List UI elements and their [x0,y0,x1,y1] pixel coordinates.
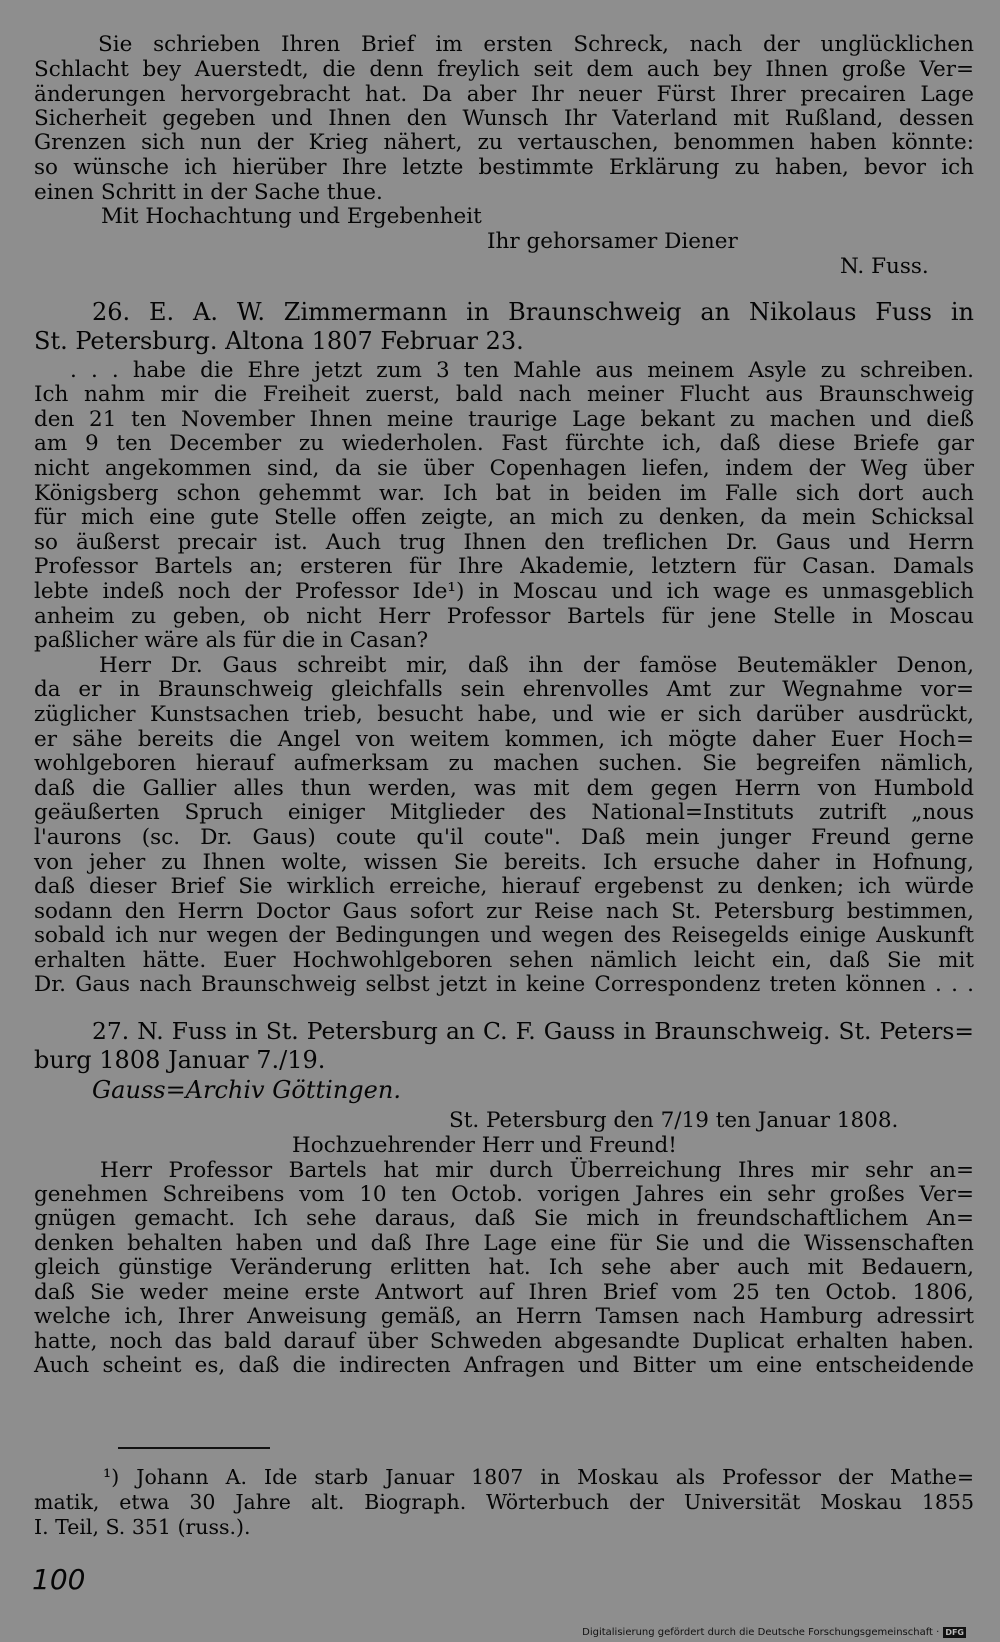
archive-source: Gauss=Archiv Göttingen. [92,1076,401,1104]
text-line: Herr Dr. Gaus schreibt mir, daß ihn der famöse Beutemäkler Denon, [99,653,974,678]
closing-line: Mit Hochachtung und Ergebenheit [101,204,482,229]
text-line: er sähe bereits die Angel von weitem kommen, ich mögte daher Euer Hoch= [34,727,974,752]
text-line: Auch scheint es, daß die indirecten Anfragen und Bitter um eine entscheidende [34,1353,974,1378]
footnote-line: ¹) Johann A. Ide starb Januar 1807 in Moskau als Professor der Mathe= [103,1465,974,1489]
text-line: l'aurons (sc. Dr. Gaus) coute qu'il coute". Daß mein junger Freund gerne [34,825,974,850]
text-line: von jeher zu Ihnen wolte, wissen Sie bereits. Ich ersuche daher in Hofnung, [34,850,974,875]
text-line: sodann den Herrn Doctor Gaus sofort zur Reise nach St. Petersburg bestimmen, [34,899,974,924]
text-line: Dr. Gaus nach Braunschweig selbst jetzt in keine Correspondenz treten können . . . [34,972,974,997]
text-line: erhalten hätte. Euer Hochwohlgeboren sehen nämlich leicht ein, daß Sie mit [34,948,974,973]
text-line: paßlicher wäre als für die in Casan? [34,628,429,653]
text-line: Herr Professor Bartels hat mir durch Überreichung Ihres mir sehr an= [100,1158,974,1183]
text-line: da er in Braunschweig gleichfalls sein ehrenvolles Amt zur Wegnahme vor= [34,677,974,702]
text-line: Ich nahm mir die Freiheit zuerst, bald nach meiner Flucht aus Braunschweig [34,382,974,407]
text-line: Königsberg schon gehemmt war. Ich bat in beiden im Falle sich dort auch [34,481,974,506]
salutation: Hochzuehrender Herr und Freund! [292,1133,677,1158]
text-line: änderungen hervorgebracht hat. Da aber Ihr neuer Fürst Ihrer precairen Lage [34,82,974,107]
text-line: gnügen gemacht. Ich sehe daraus, daß Sie mich in freundschaftlichem An= [34,1206,974,1231]
signature: N. Fuss. [840,254,929,279]
text-line: daß die Gallier alles thun werden, was mit dem gegen Herrn von Humbold [34,776,974,801]
text-line: geäußerten Spruch einiger Mitglieder des National=Instituts zutrift „nous [34,800,974,825]
text-line: lebte indeß noch der Professor Ide¹) in Moscau und ich wage es unmasgeblich [34,579,974,604]
letter-heading: 27. N. Fuss in St. Petersburg an C. F. Gauss in Braunschweig. St. Peters= [92,1017,974,1045]
text-line: züglicher Kunstsachen trieb, besucht habe, und wie er sich darüber ausdrückt, [34,702,974,727]
text-line: . . . habe die Ehre jetzt zum 3 ten Mahle aus meinem Asyle zu schreiben. [70,358,974,383]
text-line: genehmen Schreibens vom 10 ten Octob. vorigen Jahres ein sehr großes Ver= [34,1182,974,1207]
digitization-credit [582,1627,966,1638]
text-line: nicht angekommen sind, da sie über Copenhagen liefen, indem der Weg über [34,456,974,481]
text-line: so wünsche ich hierüber Ihre letzte bestimmte Erklärung zu haben, bevor ich [34,155,974,180]
page-number: 100 [32,1563,86,1596]
text-line: für mich eine gute Stelle offen zeigte, an mich zu denken, da mein Schicksal [34,505,974,530]
letter-heading: St. Petersburg. Altona 1807 Februar 23. [34,327,524,355]
text-line: Schlacht bey Auerstedt, die denn freylich seit dem auch bey Ihnen große Ver= [34,57,974,82]
text-line: welche ich, Ihrer Anweisung gemäß, an Herrn Tamsen nach Hamburg adressirt [34,1304,974,1329]
footnote-line: I. Teil, S. 351 (russ.). [34,1515,251,1539]
text-line: Grenzen sich nun der Krieg nähert, zu vertauschen, benommen haben könnte: [34,130,974,155]
text-line: Sicherheit gegeben und Ihnen den Wunsch Ihr Vaterland mit Rußland, dessen [34,106,974,131]
text-line: sobald ich nur wegen der Bedingungen und wegen des Reisegelds einige Auskunft [34,923,974,948]
text-line: am 9 ten December zu wiederholen. Fast fürchte ich, daß diese Briefe gar [34,431,974,456]
text-line: wohlgeboren hierauf aufmerksam zu machen suchen. Sie begreifen nämlich, [34,751,974,776]
text-line: daß Sie weder meine erste Antwort auf Ihren Brief vom 25 ten Octob. 1806, [34,1280,974,1305]
text-line: gleich günstige Veränderung erlitten hat. Ich sehe aber auch mit Bedauern, [34,1255,974,1280]
credit-text: Digitalisierung gefördert durch die Deutsche Forschungsgemeinschaft · [582,1627,940,1638]
dateline: St. Petersburg den 7/19 ten Januar 1808. [449,1108,899,1133]
footnote-line: matik, etwa 30 Jahre alt. Biograph. Wörterbuch der Universität Moskau 1855 [34,1490,974,1514]
text-line: hatte, noch das bald darauf über Schweden abgesandte Duplicat erhalten haben. [34,1329,974,1354]
text-line: den 21 ten November Ihnen meine traurige Lage bekant zu machen und dieß [34,407,974,432]
text-line: daß dieser Brief Sie wirklich erreiche, hierauf ergebenst zu denken; ich würde [34,874,974,899]
text-line: anheim zu geben, ob nicht Herr Professor Bartels für jene Stelle in Moscau [34,604,974,629]
text-line: denken behalten haben und daß Ihre Lage eine für Sie und die Wissenschaften [34,1231,974,1256]
dfg-logo: DFG [945,1628,964,1637]
footnote-rule [118,1447,270,1449]
letter-heading: burg 1808 Januar 7./19. [34,1046,326,1074]
text-line: Professor Bartels an; ersteren für Ihre Akademie, letztern für Casan. Damals [34,554,974,579]
text-line: so äußerst precair ist. Auch trug Ihnen den treflichen Dr. Gaus und Herrn [34,530,974,555]
letter-heading: 26. E. A. W. Zimmermann in Braunschweig an Nikolaus Fuss in [92,298,974,326]
text-line: einen Schritt in der Sache thue. [34,180,383,205]
servant-line: Ihr gehorsamer Diener [487,229,738,254]
text-line: Sie schrieben Ihren Brief im ersten Schreck, nach der unglücklichen [98,32,974,57]
